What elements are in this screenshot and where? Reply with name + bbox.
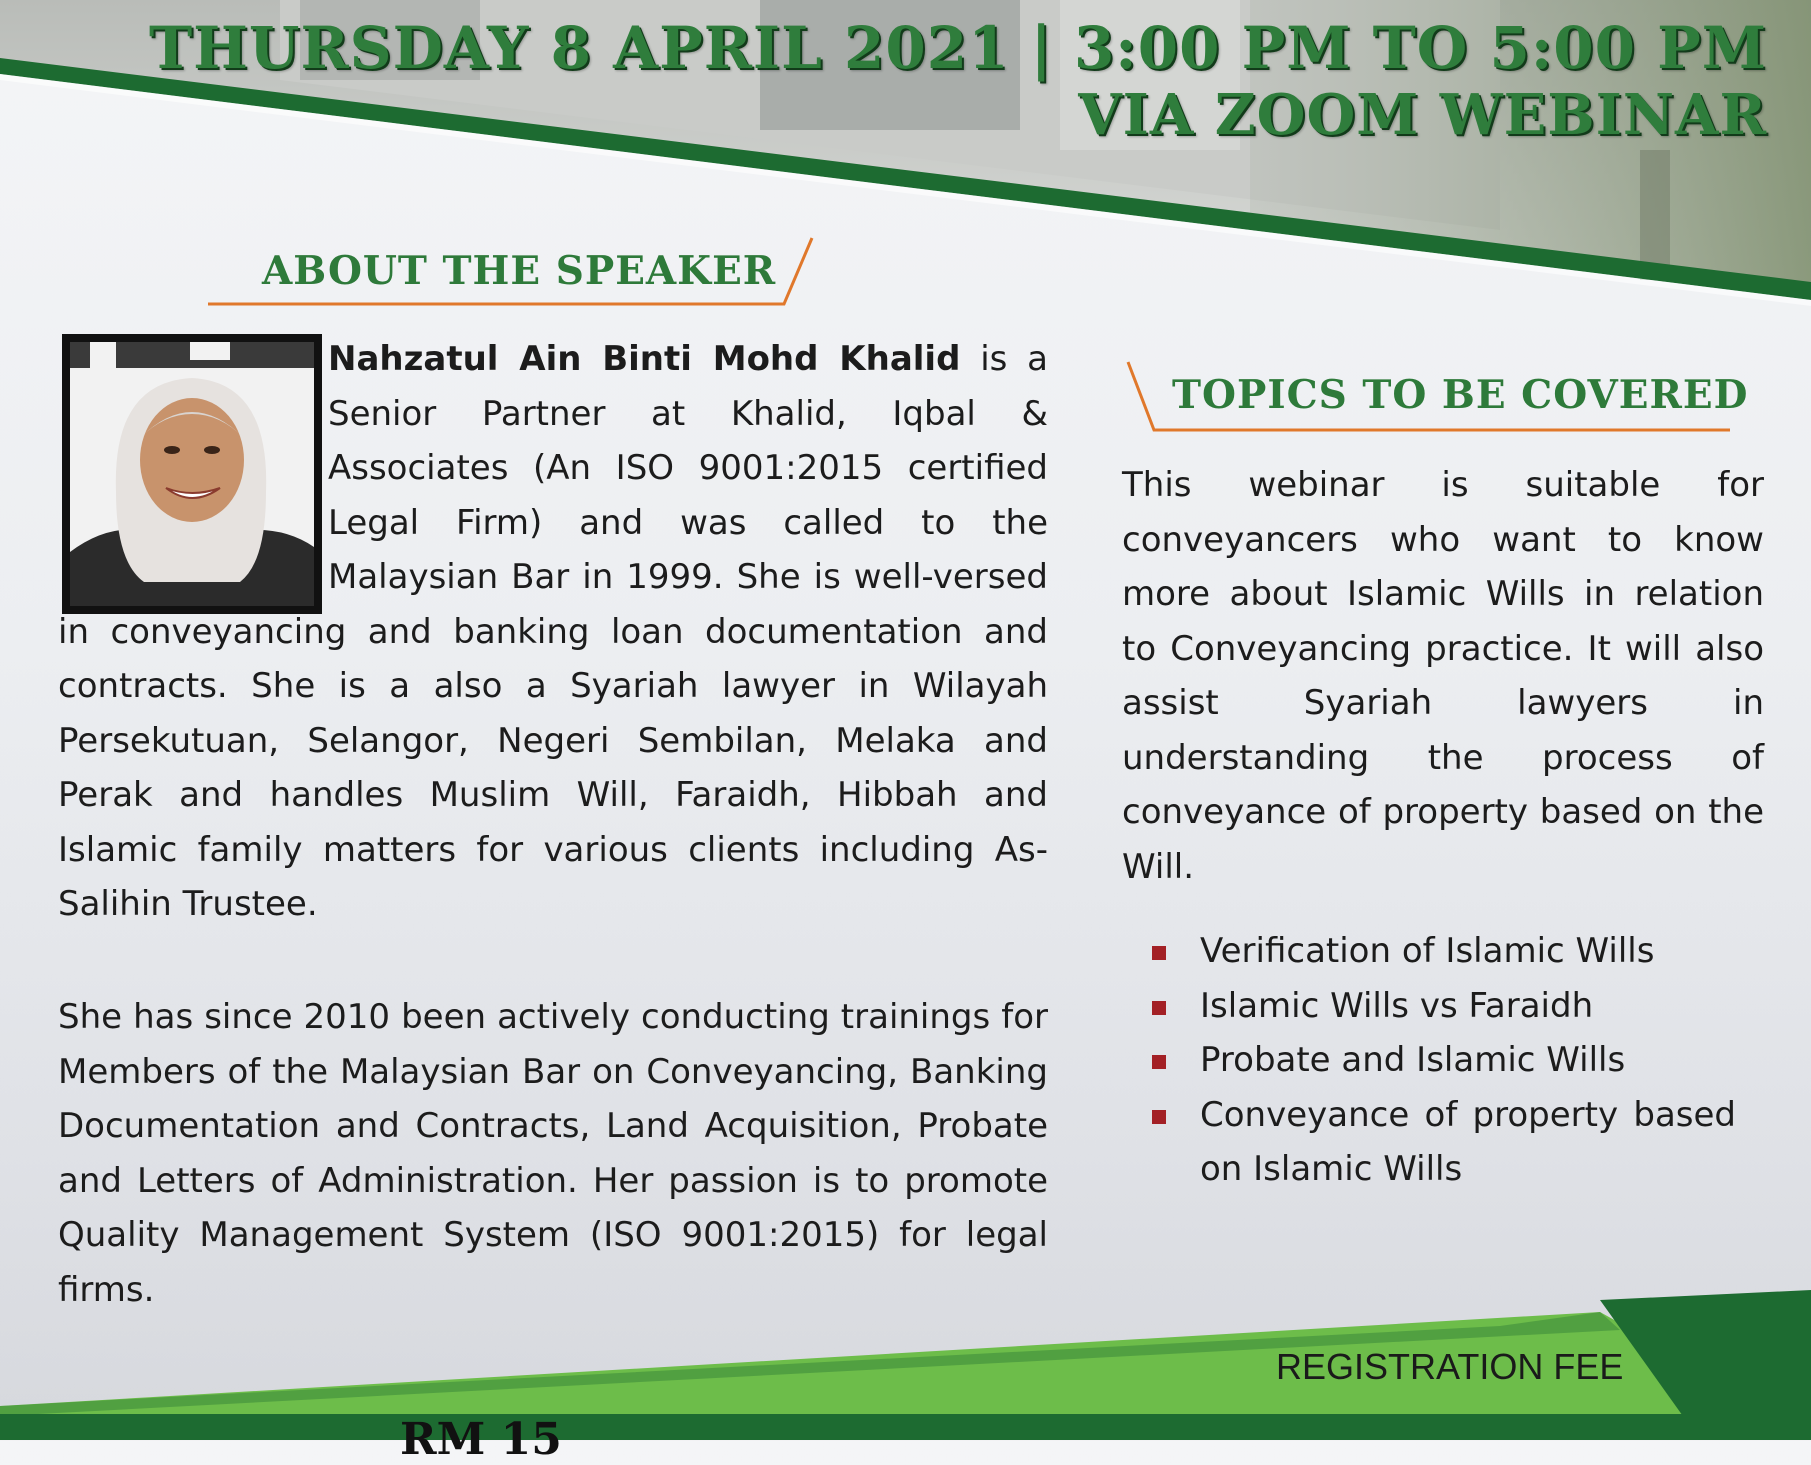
speaker-bio-paragraph-1 bbox=[58, 332, 1048, 932]
speaker-name: Nahzatul Ain Binti Mohd Khalid bbox=[328, 339, 961, 379]
event-venue: VIA ZOOM WEBINAR bbox=[1078, 82, 1767, 148]
bullet-square-icon bbox=[1152, 1001, 1166, 1015]
topic-item: Islamic Wills vs Faraidh bbox=[1150, 979, 1736, 1034]
registration-fee-label: REGISTRATION FEE bbox=[1276, 1346, 1624, 1387]
topics-heading: TOPICS TO BE COVERED bbox=[1172, 372, 1749, 418]
topics-intro-paragraph: This webinar is suitable for conveyancers who want to know more about Islamic Wills in relation to Conveyancing practice. It will also assist Syariah lawyers in understanding the process of conveyance of property based on the Will. bbox=[1122, 465, 1764, 887]
bullet-square-icon bbox=[1152, 946, 1166, 960]
speaker-bio-text: is a Senior Partner at Khalid, Iqbal & Associates (An ISO 9001:2015 certified Legal Firm) and was called to the Malaysian Bar in 1999. She is well-versed in conveyancing and banking loan documentation and contracts. She is a also a Syariah lawyer in Wilayah Persekutuan, Selangor, Negeri Sembilan, Melaka and Perak and handles Muslim Will, Faraidh, Hibbah and Islamic family matters for various clients including As-Salihin Trustee. bbox=[58, 339, 1049, 924]
topic-item: Verification of Islamic Wills bbox=[1150, 924, 1736, 979]
bullet-square-icon bbox=[1152, 1110, 1166, 1124]
bullet-square-icon bbox=[1152, 1055, 1166, 1069]
about-speaker-heading: ABOUT THE SPEAKER bbox=[262, 248, 777, 294]
event-date-time: THURSDAY 8 APRIL 2021 | 3:00 PM TO 5:00 PM bbox=[148, 14, 1767, 82]
topics-list bbox=[1150, 924, 1736, 1197]
speaker-bio-paragraph-2: She has since 2010 been actively conducting trainings for Members of the Malaysian Bar on Conveyancing, Banking Documentation and Contracts, Land Acquisition, Probate and Letters of Administration. Her passion is to promote Quality Management System (ISO 9001:2015) for legal firms. bbox=[58, 997, 1048, 1310]
topic-item: Conveyance of property based on Islamic Wills bbox=[1150, 1088, 1736, 1197]
topic-item: Probate and Islamic Wills bbox=[1150, 1033, 1736, 1088]
about-speaker-underline bbox=[206, 232, 826, 312]
registration-fee-price: RM 15 bbox=[400, 1414, 562, 1465]
